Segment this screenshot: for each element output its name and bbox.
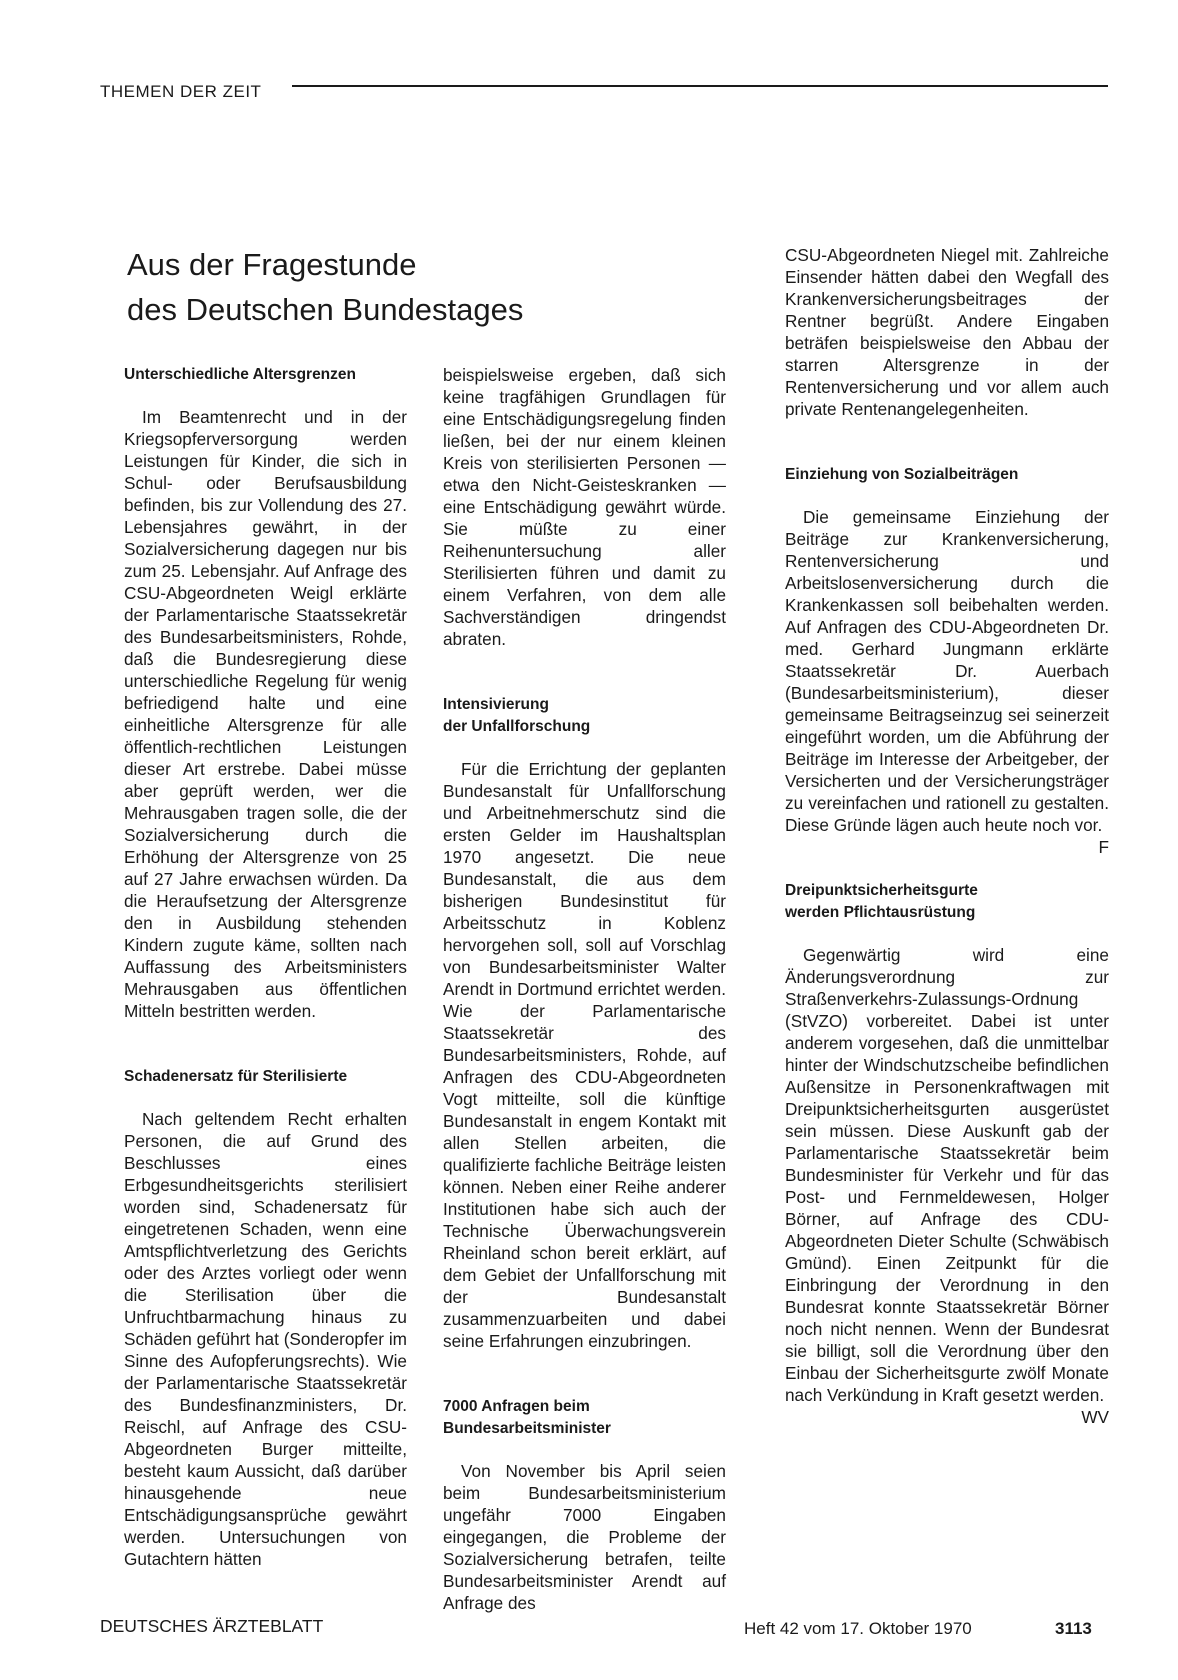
article-title [127,242,647,332]
section-heading-altersgrenzen: Unterschiedliche Altersgrenzen [124,366,356,383]
paragraph-schadenersatz-part1: Nach geltendem Recht erhalten Personen, die auf Grund des Beschlusses eines Erbgesundheitsgerichts sterilisiert worden sind, Schadenersatz für eingetretenen Schaden, wenn eine Amtspflichtverletzung des Gerichts oder des Arztes vorliegt oder wenn die Sterilisation über die Unfruchtbarmachung hinaus zu Schäden geführt hat (Sonderopfer im Sinne des Aufopferungsrechts). Wie der Parlamentarische Staatssekretär des Bundesfinanzministers, Dr. Reischl, auf Anfrage des CSU-Abgeordneten Burger mitteilte, besteht kaum Aussicht, daß darüber hinausgehende neue Entschädigungsansprüche gewährt werden. Untersuchungen von Gutachtern hätten [124,1109,407,1569]
heading-line: Intensivierung [443,696,549,713]
column-1 [124,364,407,1570]
paragraph-sicherheitsgurte [785,944,1109,1427]
heading-line: Bundesarbeitsminister [443,1420,611,1437]
section-heading-schadenersatz: Schadenersatz für Sterilisierte [124,1068,348,1085]
paragraph-unfallforschung: Für die Errichtung der geplanten Bundesanstalt für Unfallforschung und Arbeitnehmerschutz sind die ersten Gelder im Haushaltsplan 1970 angesetzt. Die neue Bundesanstalt, die aus dem bisherigen Bundesinstitut für Arbeitsschutz in Koblenz hervorgehen soll, soll auf Vorschlag von Bundesarbeitsminister Walter Arendt in Dortmund errichtet werden. Wie der Parlamentarische Staatssekretär des Bundesarbeitsministers, Rohde, auf Anfragen des CDU-Abgeordneten Vogt mitteilte, soll die künftige Bundesanstalt in engem Kontakt mit allen Stellen arbeiten, die qualifizierte fachliche Beiträge leisten können. Neben einer Reihe anderer Institutionen habe sich auch der Technische Überwachungsverein Rheinland schon bereit erklärt, auf dem Gebiet der Unfallforschung mit der Bundesanstalt zusammenzuarbeiten und dabei seine Erfahrungen einzubringen. [443,759,726,1351]
heading-line: 7000 Anfragen beim [443,1398,590,1415]
page-number: 3113 [1055,1619,1092,1638]
paragraph-anfragen-part1: Von November bis April seien beim Bundesarbeitsministerium ungefähr 7000 Eingaben eingegangen, die Probleme der Sozialversicherung betrafen, teilte Bundesarbeitsminister Arendt auf Anfrage des [443,1461,726,1613]
column-3 [785,244,1109,1428]
title-line-1: Aus der Fragestunde [127,247,417,282]
author-signoff: WV [1081,1407,1109,1427]
author-signoff: F [1098,837,1109,857]
paragraph-anfragen-part2: CSU-Abgeordneten Niegel mit. Zahlreiche Einsender hätten dabei den Wegfall des Krankenversicherungsbeitrages der Rentner begrüßt. Andere Eingaben beträfen beispielsweise den Abbau der starren Altersgrenze in der Rentenversicherung und vor allem auch private Rentenangelegenheiten. [785,245,1109,419]
column-2 [443,364,726,1614]
paragraph-text: Die gemeinsame Einziehung der Beiträge zur Krankenversicherung, Rentenversicherung und Arbeitslosenversicherung durch die Krankenkassen soll beibehalten werden. Auf Anfragen des CDU-Abgeordneten Dr. med. Gerhard Jungmann erklärte Staatssekretär Dr. Auerbach (Bundesarbeitsministerium), dieser gemeinsame Beitragseinzug sei seinerzeit eingeführt worden, um die Abführung der Beiträge im Interesse der Arbeitgeber, der Versicherten und der Versicherungsträger zu vereinfachen und rationell zu gestalten. Diese Gründe lägen auch heute noch vor. [785,507,1109,835]
paragraph-schadenersatz-part2: beispielsweise ergeben, daß sich keine tragfähigen Grundlagen für eine Entschädigungsregelung finden ließen, bei der nur einem kleinen Kreis von sterilisierten Personen — etwa den Nicht-Geisteskranken — eine Entschädigung gewährt würde. Sie müßte zu einer Reihenuntersuchung aller Sterilisierten führen und damit zu einem Verfahren, von dem alle Sachverständigen dringendst abraten. [443,365,726,649]
header-rule [292,85,1108,87]
section-label: THEMEN DER ZEIT [100,82,262,101]
issue-date: Heft 42 vom 17. Oktober 1970 [744,1619,972,1638]
paragraph-text: Gegenwärtig wird eine Änderungsverordnung zur Straßenverkehrs-Zulassungs-Ordnung (StVZO) vorbereitet. Dabei ist unter anderem vorgesehen, daß die unmittelbar hinter der Windschutzscheibe befindlichen Außensitze in Personenkraftwagen mit Dreipunktsicherheitsgurten ausgerüstet sein müssen. Diese Auskunft gab der Parlamentarische Staatssekretär beim Bundesminister für Verkehr und für das Post- und Fernmeldewesen, Holger Börner, auf Anfrage des CDU-Abgeordneten Dieter Schulte (Schwäbisch Gmünd). Einen Zeitpunkt für die Einbringung der Verordnung in den Bundesrat konnte Staatssekretär Börner noch nicht nennen. Wenn der Bundesrat sie billigt, soll die Verordnung über den Einbau der Sicherheitsgurte zwölf Monate nach Verkündung in Kraft gesetzt werden. [785,945,1109,1405]
heading-line: Dreipunktsicherheitsgurte [785,882,978,899]
section-heading-sozialbeitraege: Einziehung von Sozialbeiträgen [785,466,1019,483]
paragraph-altersgrenzen: Im Beamtenrecht und in der Kriegsopferversorgung werden Leistungen für Kinder, die sich in Schul- oder Berufsausbildung befinden, bis zur Vollendung des 27. Lebensjahres gewährt, in der Sozialversicherung dagegen nur bis zum 25. Lebensjahr. Auf Anfrage des CSU-Abgeordneten Weigl erklärte der Parlamentarische Staatssekretär des Bundesarbeitsministers, Rohde, daß die Bundesregierung diese unterschiedliche Regelung für wenig befriedigend halte und eine einheitliche Altersgrenze für alle öffentlich-rechtlichen Leistungen dieser Art erstrebe. Dabei müsse aber geprüft werden, wer die Mehrausgaben tragen solle, die der Sozialversicherung durch die Erhöhung der Altersgrenze von 25 auf 27 Jahre erwachsen würden. Da die Heraufsetzung der Altersgrenze den in Ausbildung stehenden Kindern zugute käme, sollten nach Auffassung des Arbeitsministers Mehrausgaben aus öffentlichen Mitteln bestritten werden. [124,407,407,1021]
heading-line: werden Pflichtausrüstung [785,904,976,921]
publication-name: DEUTSCHES ÄRZTEBLATT [100,1616,324,1636]
section-heading-unfallforschung [443,694,726,738]
paragraph-sozialbeitraege [785,506,1109,857]
heading-line: der Unfallforschung [443,718,591,735]
section-heading-anfragen [443,1396,726,1440]
title-line-2: des Deutschen Bundestages [127,292,524,327]
section-heading-sicherheitsgurte [785,880,1109,924]
